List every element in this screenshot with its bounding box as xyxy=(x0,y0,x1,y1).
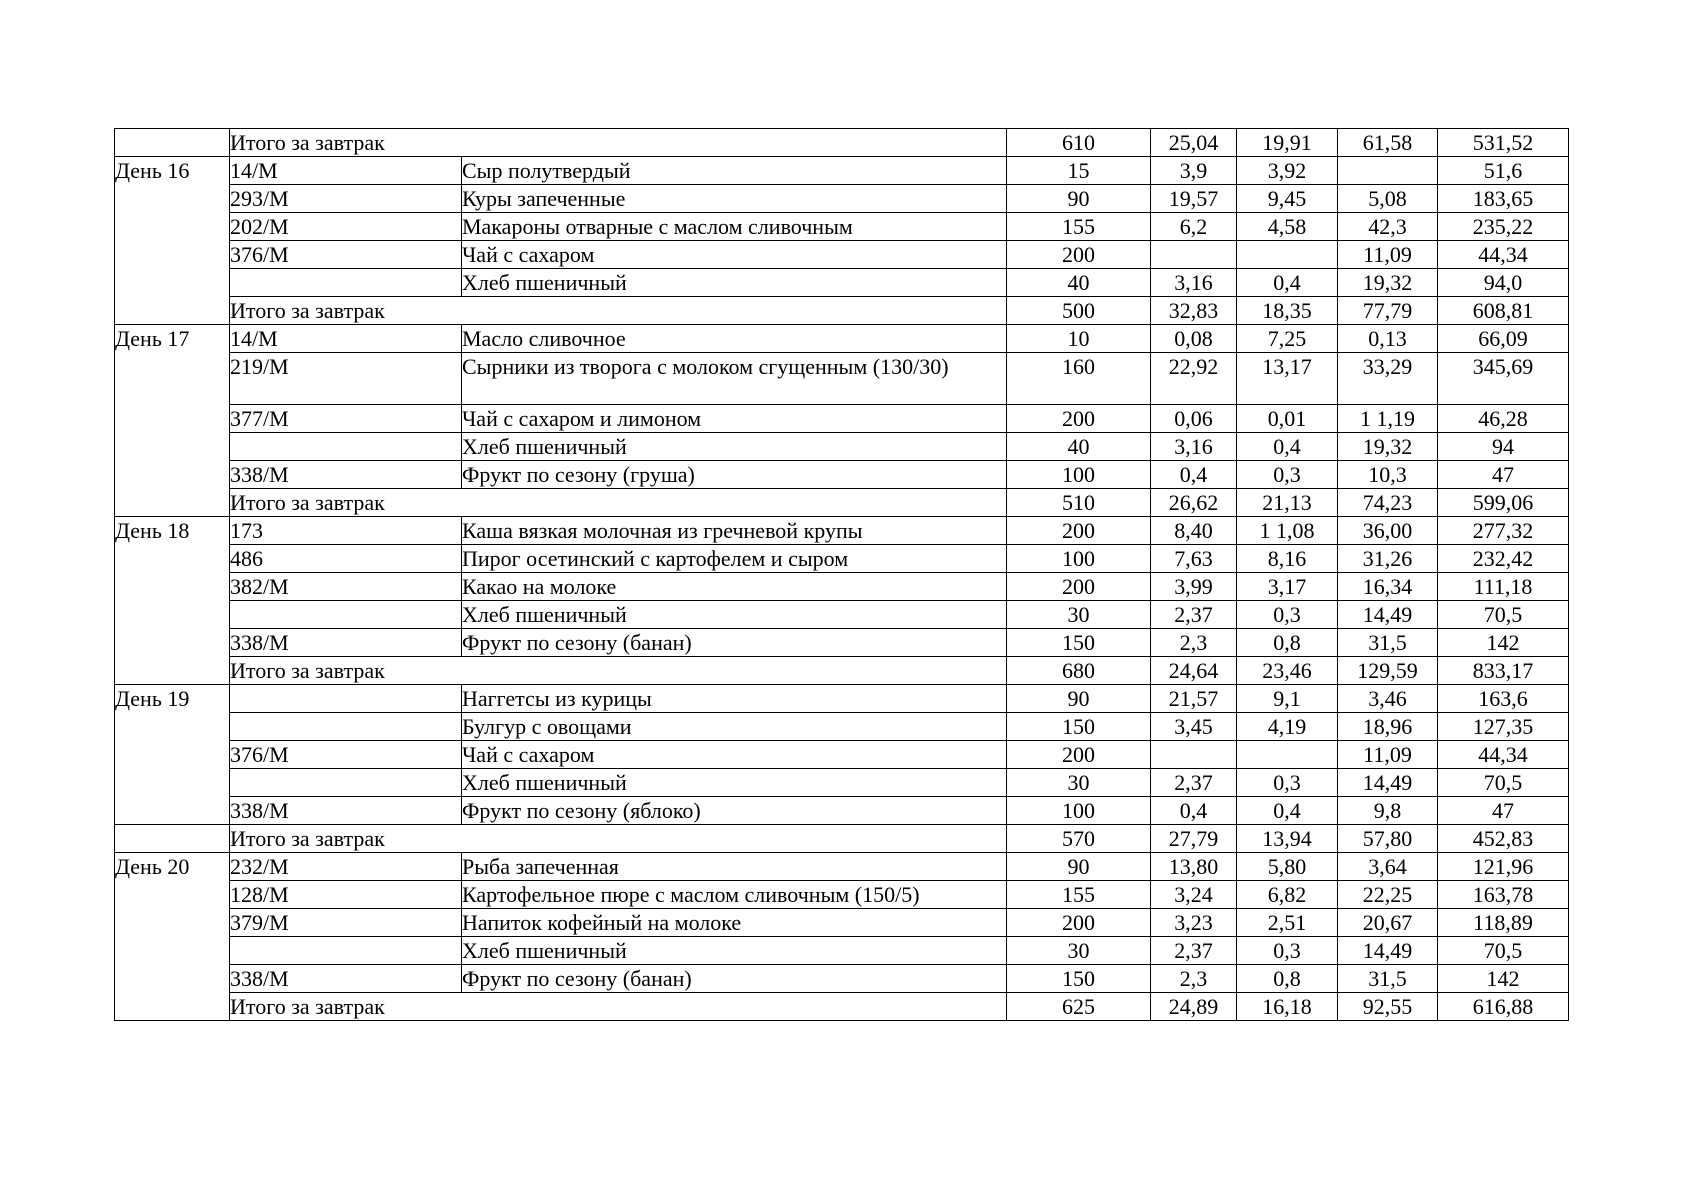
fat-cell: 2,51 xyxy=(1237,909,1338,937)
fat-cell: 6,82 xyxy=(1237,881,1338,909)
table-row xyxy=(115,797,1569,825)
protein-cell: 0,4 xyxy=(1151,461,1237,489)
protein-cell: 22,92 xyxy=(1151,353,1237,405)
protein-cell: 2,37 xyxy=(1151,769,1237,797)
weight-cell: 30 xyxy=(1007,769,1151,797)
fat-cell: 5,80 xyxy=(1237,853,1338,881)
carbs-cell: 61,58 xyxy=(1338,129,1438,157)
carbs-cell: 31,5 xyxy=(1338,965,1438,993)
weight-cell: 150 xyxy=(1007,965,1151,993)
day-cell: День 18 xyxy=(115,517,230,685)
weight-cell: 100 xyxy=(1007,545,1151,573)
recipe-code: 232/М xyxy=(230,853,462,881)
total-label: Итого за завтрак xyxy=(230,297,1007,325)
table-row xyxy=(115,601,1569,629)
fat-cell: 0,3 xyxy=(1237,601,1338,629)
weight-cell: 200 xyxy=(1007,741,1151,769)
weight-cell: 680 xyxy=(1007,657,1151,685)
kcal-cell: 44,34 xyxy=(1438,741,1569,769)
protein-cell: 19,57 xyxy=(1151,185,1237,213)
weight-cell: 610 xyxy=(1007,129,1151,157)
dish-name: Фрукт по сезону (банан) xyxy=(462,965,1007,993)
weight-cell: 500 xyxy=(1007,297,1151,325)
dish-name: Куры запеченные xyxy=(462,185,1007,213)
day-cell: День 19 xyxy=(115,685,230,825)
total-label: Итого за завтрак xyxy=(230,825,1007,853)
weight-cell: 90 xyxy=(1007,853,1151,881)
kcal-cell: 235,22 xyxy=(1438,213,1569,241)
dish-name: Рыба запеченная xyxy=(462,853,1007,881)
dish-name: Какао на молоке xyxy=(462,573,1007,601)
weight-cell: 200 xyxy=(1007,405,1151,433)
weight-cell: 100 xyxy=(1007,797,1151,825)
weight-cell: 30 xyxy=(1007,601,1151,629)
dish-name: Наггетсы из курицы xyxy=(462,685,1007,713)
kcal-cell: 70,5 xyxy=(1438,937,1569,965)
weight-cell: 100 xyxy=(1007,461,1151,489)
table-row xyxy=(115,185,1569,213)
fat-cell: 16,18 xyxy=(1237,993,1338,1021)
weight-cell: 200 xyxy=(1007,241,1151,269)
table-row xyxy=(115,545,1569,573)
carbs-cell: 11,09 xyxy=(1338,241,1438,269)
weight-cell: 570 xyxy=(1007,825,1151,853)
recipe-code xyxy=(230,269,462,297)
weight-cell: 30 xyxy=(1007,937,1151,965)
kcal-cell: 127,35 xyxy=(1438,713,1569,741)
kcal-cell: 66,09 xyxy=(1438,325,1569,353)
kcal-cell: 608,81 xyxy=(1438,297,1569,325)
protein-cell: 3,45 xyxy=(1151,713,1237,741)
recipe-code: 338/М xyxy=(230,797,462,825)
total-row xyxy=(115,129,1569,157)
carbs-cell: 3,64 xyxy=(1338,853,1438,881)
day-cell xyxy=(115,129,230,157)
table-row xyxy=(115,769,1569,797)
weight-cell: 160 xyxy=(1007,353,1151,405)
fat-cell: 0,4 xyxy=(1237,269,1338,297)
protein-cell: 3,99 xyxy=(1151,573,1237,601)
dish-name: Хлеб пшеничный xyxy=(462,937,1007,965)
recipe-code: 202/М xyxy=(230,213,462,241)
fat-cell: 7,25 xyxy=(1237,325,1338,353)
fat-cell: 9,45 xyxy=(1237,185,1338,213)
kcal-cell: 47 xyxy=(1438,797,1569,825)
recipe-code: 376/М xyxy=(230,741,462,769)
protein-cell: 24,89 xyxy=(1151,993,1237,1021)
kcal-cell: 94,0 xyxy=(1438,269,1569,297)
fat-cell: 4,58 xyxy=(1237,213,1338,241)
protein-cell: 3,16 xyxy=(1151,269,1237,297)
recipe-code: 338/М xyxy=(230,629,462,657)
weight-cell: 15 xyxy=(1007,157,1151,185)
recipe-code xyxy=(230,685,462,713)
total-row xyxy=(115,993,1569,1021)
weight-cell: 155 xyxy=(1007,881,1151,909)
kcal-cell: 183,65 xyxy=(1438,185,1569,213)
kcal-cell: 94 xyxy=(1438,433,1569,461)
carbs-cell: 22,25 xyxy=(1338,881,1438,909)
carbs-cell: 14,49 xyxy=(1338,601,1438,629)
fat-cell: 0,01 xyxy=(1237,405,1338,433)
table-row xyxy=(115,741,1569,769)
fat-cell: 19,91 xyxy=(1237,129,1338,157)
protein-cell: 6,2 xyxy=(1151,213,1237,241)
protein-cell: 2,3 xyxy=(1151,965,1237,993)
fat-cell: 0,3 xyxy=(1237,769,1338,797)
table-row xyxy=(115,325,1569,353)
protein-cell: 13,80 xyxy=(1151,853,1237,881)
recipe-code: 293/М xyxy=(230,185,462,213)
weight-cell: 150 xyxy=(1007,629,1151,657)
kcal-cell: 452,83 xyxy=(1438,825,1569,853)
kcal-cell: 51,6 xyxy=(1438,157,1569,185)
dish-name: Сырники из творога с молоком сгущенным (130/30) xyxy=(462,353,1007,405)
carbs-cell: 31,26 xyxy=(1338,545,1438,573)
carbs-cell: 42,3 xyxy=(1338,213,1438,241)
kcal-cell: 70,5 xyxy=(1438,769,1569,797)
weight-cell: 200 xyxy=(1007,517,1151,545)
carbs-cell: 20,67 xyxy=(1338,909,1438,937)
kcal-cell: 163,6 xyxy=(1438,685,1569,713)
day-cell: День 16 xyxy=(115,157,230,325)
protein-cell: 24,64 xyxy=(1151,657,1237,685)
protein-cell: 25,04 xyxy=(1151,129,1237,157)
fat-cell: 0,3 xyxy=(1237,937,1338,965)
protein-cell: 26,62 xyxy=(1151,489,1237,517)
kcal-cell: 46,28 xyxy=(1438,405,1569,433)
carbs-cell: 74,23 xyxy=(1338,489,1438,517)
table-row xyxy=(115,517,1569,545)
table-row xyxy=(115,881,1569,909)
weight-cell: 200 xyxy=(1007,573,1151,601)
fat-cell: 3,17 xyxy=(1237,573,1338,601)
menu-table xyxy=(114,128,1569,1021)
fat-cell: 13,94 xyxy=(1237,825,1338,853)
day-cell: День 17 xyxy=(115,325,230,517)
fat-cell: 0,4 xyxy=(1237,797,1338,825)
carbs-cell: 92,55 xyxy=(1338,993,1438,1021)
fat-cell: 0,4 xyxy=(1237,433,1338,461)
recipe-code: 338/М xyxy=(230,965,462,993)
carbs-cell: 3,46 xyxy=(1338,685,1438,713)
fat-cell: 0,8 xyxy=(1237,629,1338,657)
dish-name: Фрукт по сезону (груша) xyxy=(462,461,1007,489)
kcal-cell: 833,17 xyxy=(1438,657,1569,685)
protein-cell: 2,37 xyxy=(1151,601,1237,629)
carbs-cell: 0,13 xyxy=(1338,325,1438,353)
total-row xyxy=(115,657,1569,685)
dish-name: Картофельное пюре с маслом сливочным (150/5) xyxy=(462,881,1007,909)
carbs-cell: 5,08 xyxy=(1338,185,1438,213)
weight-cell: 40 xyxy=(1007,433,1151,461)
recipe-code: 377/М xyxy=(230,405,462,433)
table-row xyxy=(115,909,1569,937)
dish-name: Макароны отварные с маслом сливочным xyxy=(462,213,1007,241)
recipe-code: 128/М xyxy=(230,881,462,909)
table-row xyxy=(115,965,1569,993)
fat-cell xyxy=(1237,741,1338,769)
recipe-code xyxy=(230,713,462,741)
kcal-cell: 599,06 xyxy=(1438,489,1569,517)
table-row xyxy=(115,269,1569,297)
protein-cell: 21,57 xyxy=(1151,685,1237,713)
fat-cell: 4,19 xyxy=(1237,713,1338,741)
weight-cell: 10 xyxy=(1007,325,1151,353)
protein-cell: 2,37 xyxy=(1151,937,1237,965)
table-row xyxy=(115,937,1569,965)
table-row xyxy=(115,853,1569,881)
carbs-cell: 14,49 xyxy=(1338,769,1438,797)
fat-cell: 23,46 xyxy=(1237,657,1338,685)
fat-cell: 1 1,08 xyxy=(1237,517,1338,545)
carbs-cell xyxy=(1338,157,1438,185)
table-row xyxy=(115,353,1569,405)
fat-cell: 21,13 xyxy=(1237,489,1338,517)
recipe-code xyxy=(230,601,462,629)
dish-name: Фрукт по сезону (яблоко) xyxy=(462,797,1007,825)
carbs-cell: 36,00 xyxy=(1338,517,1438,545)
carbs-cell: 16,34 xyxy=(1338,573,1438,601)
total-row xyxy=(115,489,1569,517)
kcal-cell: 531,52 xyxy=(1438,129,1569,157)
kcal-cell: 142 xyxy=(1438,629,1569,657)
protein-cell xyxy=(1151,241,1237,269)
table-row xyxy=(115,433,1569,461)
recipe-code xyxy=(230,769,462,797)
weight-cell: 510 xyxy=(1007,489,1151,517)
recipe-code: 14/М xyxy=(230,157,462,185)
carbs-cell: 9,8 xyxy=(1338,797,1438,825)
fat-cell: 18,35 xyxy=(1237,297,1338,325)
table-row xyxy=(115,241,1569,269)
dish-name: Каша вязкая молочная из гречневой крупы xyxy=(462,517,1007,545)
dish-name: Напиток кофейный на молоке xyxy=(462,909,1007,937)
recipe-code: 338/М xyxy=(230,461,462,489)
total-label: Итого за завтрак xyxy=(230,129,1007,157)
recipe-code: 14/М xyxy=(230,325,462,353)
dish-name: Чай с сахаром и лимоном xyxy=(462,405,1007,433)
recipe-code: 219/М xyxy=(230,353,462,405)
kcal-cell: 163,78 xyxy=(1438,881,1569,909)
total-row xyxy=(115,297,1569,325)
total-label: Итого за завтрак xyxy=(230,993,1007,1021)
carbs-cell: 1 1,19 xyxy=(1338,405,1438,433)
day-cell: День 20 xyxy=(115,853,230,1021)
total-label: Итого за завтрак xyxy=(230,489,1007,517)
table-row xyxy=(115,213,1569,241)
protein-cell: 7,63 xyxy=(1151,545,1237,573)
table-row xyxy=(115,461,1569,489)
recipe-code xyxy=(230,937,462,965)
fat-cell: 0,3 xyxy=(1237,461,1338,489)
total-label: Итого за завтрак xyxy=(230,657,1007,685)
carbs-cell: 57,80 xyxy=(1338,825,1438,853)
protein-cell: 3,16 xyxy=(1151,433,1237,461)
protein-cell: 2,3 xyxy=(1151,629,1237,657)
recipe-code: 382/М xyxy=(230,573,462,601)
protein-cell: 8,40 xyxy=(1151,517,1237,545)
carbs-cell: 19,32 xyxy=(1338,269,1438,297)
carbs-cell: 14,49 xyxy=(1338,937,1438,965)
protein-cell: 3,24 xyxy=(1151,881,1237,909)
kcal-cell: 118,89 xyxy=(1438,909,1569,937)
carbs-cell: 129,59 xyxy=(1338,657,1438,685)
carbs-cell: 33,29 xyxy=(1338,353,1438,405)
weight-cell: 40 xyxy=(1007,269,1151,297)
protein-cell: 32,83 xyxy=(1151,297,1237,325)
kcal-cell: 47 xyxy=(1438,461,1569,489)
recipe-code: 486 xyxy=(230,545,462,573)
dish-name: Хлеб пшеничный xyxy=(462,601,1007,629)
protein-cell: 3,23 xyxy=(1151,909,1237,937)
kcal-cell: 277,32 xyxy=(1438,517,1569,545)
carbs-cell: 18,96 xyxy=(1338,713,1438,741)
table-row xyxy=(115,157,1569,185)
recipe-code xyxy=(230,433,462,461)
dish-name: Чай с сахаром xyxy=(462,241,1007,269)
protein-cell: 0,06 xyxy=(1151,405,1237,433)
carbs-cell: 10,3 xyxy=(1338,461,1438,489)
kcal-cell: 345,69 xyxy=(1438,353,1569,405)
fat-cell xyxy=(1237,241,1338,269)
table-row xyxy=(115,629,1569,657)
table-row xyxy=(115,713,1569,741)
kcal-cell: 232,42 xyxy=(1438,545,1569,573)
protein-cell: 3,9 xyxy=(1151,157,1237,185)
fat-cell: 9,1 xyxy=(1237,685,1338,713)
kcal-cell: 70,5 xyxy=(1438,601,1569,629)
weight-cell: 200 xyxy=(1007,909,1151,937)
recipe-code: 376/М xyxy=(230,241,462,269)
weight-cell: 150 xyxy=(1007,713,1151,741)
kcal-cell: 44,34 xyxy=(1438,241,1569,269)
total-row xyxy=(115,825,1569,853)
carbs-cell: 77,79 xyxy=(1338,297,1438,325)
kcal-cell: 111,18 xyxy=(1438,573,1569,601)
weight-cell: 90 xyxy=(1007,185,1151,213)
protein-cell: 0,4 xyxy=(1151,797,1237,825)
menu-table-body xyxy=(115,129,1569,1021)
dish-name: Сыр полутвердый xyxy=(462,157,1007,185)
weight-cell: 625 xyxy=(1007,993,1151,1021)
dish-name: Булгур с овощами xyxy=(462,713,1007,741)
fat-cell: 8,16 xyxy=(1237,545,1338,573)
kcal-cell: 121,96 xyxy=(1438,853,1569,881)
dish-name: Хлеб пшеничный xyxy=(462,433,1007,461)
weight-cell: 155 xyxy=(1007,213,1151,241)
fat-cell: 0,8 xyxy=(1237,965,1338,993)
table-row xyxy=(115,685,1569,713)
weight-cell: 90 xyxy=(1007,685,1151,713)
carbs-cell: 19,32 xyxy=(1338,433,1438,461)
fat-cell: 13,17 xyxy=(1237,353,1338,405)
dish-name: Хлеб пшеничный xyxy=(462,769,1007,797)
day-cell xyxy=(115,825,230,853)
dish-name: Чай с сахаром xyxy=(462,741,1007,769)
table-row xyxy=(115,573,1569,601)
carbs-cell: 11,09 xyxy=(1338,741,1438,769)
fat-cell: 3,92 xyxy=(1237,157,1338,185)
protein-cell xyxy=(1151,741,1237,769)
dish-name: Хлеб пшеничный xyxy=(462,269,1007,297)
kcal-cell: 616,88 xyxy=(1438,993,1569,1021)
dish-name: Пирог осетинский с картофелем и сыром xyxy=(462,545,1007,573)
dish-name: Фрукт по сезону (банан) xyxy=(462,629,1007,657)
protein-cell: 0,08 xyxy=(1151,325,1237,353)
dish-name: Масло сливочное xyxy=(462,325,1007,353)
carbs-cell: 31,5 xyxy=(1338,629,1438,657)
kcal-cell: 142 xyxy=(1438,965,1569,993)
recipe-code: 379/М xyxy=(230,909,462,937)
table-row xyxy=(115,405,1569,433)
protein-cell: 27,79 xyxy=(1151,825,1237,853)
recipe-code: 173 xyxy=(230,517,462,545)
